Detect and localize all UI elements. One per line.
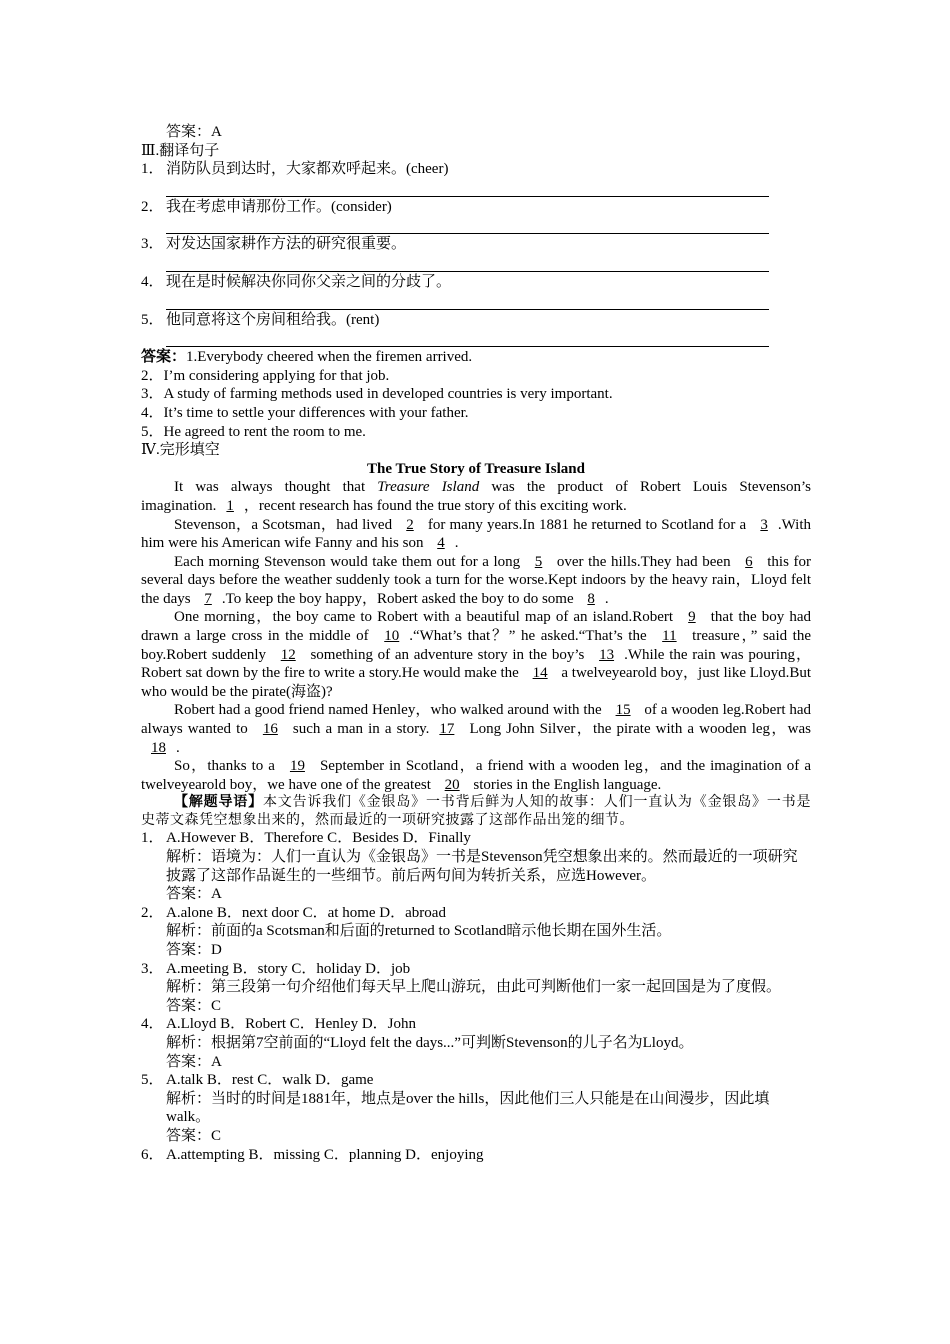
question-options: A.alone B．next door C．at home D．abroad <box>166 904 446 921</box>
blank[interactable]: 17 <box>439 721 455 738</box>
question-answer: 答案：D <box>166 941 222 958</box>
passage-paragraph: So，thanks to a 19 September in Scotland，a friend with a wooden leg，and the imagination of a twelveyearold boy，we have one of the greatest 20 stories in the English language. <box>141 758 811 793</box>
answer-line[interactable] <box>166 254 769 272</box>
question-options: A.However B．Therefore C．Besides D．Finally <box>166 830 471 847</box>
question-item: 1． A.However B．Therefore C．Besides D．Finally 解析：语境为：人们一直认为《金银岛》一书是Stevenson凭空想象出来的。然而最近的一项研究披露了这部作品诞生的一些细节。前后两句间为转折关系，应选However。 答案：A <box>141 829 811 903</box>
section-3-heading: Ⅲ.翻译句子 <box>141 142 220 159</box>
blank[interactable]: 7 <box>204 590 212 607</box>
blank[interactable]: 1 <box>226 497 234 514</box>
blank[interactable]: 18 <box>151 739 166 756</box>
passage-title: The True Story of Treasure Island <box>367 460 585 477</box>
blank[interactable]: 6 <box>745 553 753 570</box>
blank[interactable]: 16 <box>262 721 278 738</box>
question-answer: 答案：C <box>166 997 222 1014</box>
blank[interactable]: 10 <box>384 628 400 645</box>
question-answer: 答案：A <box>166 886 222 903</box>
question-answer: 答案：A <box>166 1053 222 1070</box>
question-item: 4． A.Lloyd B．Robert C．Henley D．John 解析：根据第7空前面的“Lloyd felt the days...”可判断Stevenson的儿子名为Lloyd。 答案：A <box>141 1015 811 1071</box>
translation-answer: 5．He agreed to rent the room to me. <box>141 423 366 440</box>
blank[interactable]: 2 <box>406 516 414 533</box>
blank[interactable]: 4 <box>437 535 445 552</box>
blank[interactable]: 20 <box>444 776 460 793</box>
analysis: 解析：第三段第一句介绍他们每天早上爬山游玩，由此可判断他们一家一起回国是为了度假。 <box>166 979 782 996</box>
section-4-heading: Ⅳ.完形填空 <box>141 442 220 459</box>
passage-paragraph: Robert had a good friend named Henley，who walked around with the 15 of a wooden leg.Robert had always wanted to 16 such a man in a story. 17 Long John Silver，the pirate with a wooden leg，was 18 . <box>141 702 811 756</box>
answer-line[interactable] <box>166 216 769 234</box>
question-options: A.attempting B．missing C．planning D．enjoying <box>166 1146 484 1163</box>
blank[interactable]: 13 <box>599 646 615 663</box>
translation-answer: 4．It’s time to settle your differences with your father. <box>141 404 469 421</box>
passage-paragraph: One morning，the boy came to Robert with a beautiful map of an island.Robert 9 that the boy had drawn a large cross in the middle of 10 .“What’s that？” he asked.“That’s the 11 treasure，” said the boy.Robert suddenly 12 something of an adventure story in the boy’s 13 .While the rain was pouring，Robert sat down by the fire to write a story.He would make the 14 a twelveyearold boy，just like Lloyd.But who would be the pirate(海盗)? <box>141 609 811 700</box>
passage-paragraph: Each morning Stevenson would take them out for a long 5 over the hills.They had been 6 this for several days before the weather suddenly took a turn for the worse.Kept indoors by the heavy rain，Lloyd felt the days 7 .To keep the boy happy，Robert asked the boy to do some 8 . <box>141 553 811 607</box>
blank[interactable]: 19 <box>289 758 305 775</box>
question-options: A.Lloyd B．Robert C．Henley D．John <box>166 1016 416 1033</box>
answer-line[interactable] <box>166 329 769 347</box>
blank[interactable]: 9 <box>688 609 696 626</box>
question-item: 3． A.meeting B．story C．holiday D．job 解析：第三段第一句介绍他们每天早上爬山游玩，由此可判断他们一家一起回国是为了度假。 答案：C <box>141 960 811 1016</box>
prev-answer: 答案：A <box>166 124 222 140</box>
analysis: 解析：当时的时间是1881年，地点是over the hills，因此他们三人只能是在山间漫步，因此填walk。 <box>166 1090 770 1126</box>
analysis: 解析：根据第7空前面的“Lloyd felt the days...”可判断Stevenson的儿子名为Lloyd。 <box>166 1034 694 1051</box>
question-options: A.talk B．rest C．walk D．game <box>166 1072 374 1089</box>
blank[interactable]: 3 <box>760 516 768 533</box>
document-page <box>141 123 811 1164</box>
question-item: 6． A.attempting B．missing C．planning D．enjoying <box>141 1146 811 1165</box>
passage-paragraph: It was always thought that Treasure Island was the product of Robert Louis Stevenson’s imagination. 1 ，recent research has found the true story of this exciting work. <box>141 479 811 514</box>
answer-line[interactable] <box>166 179 769 197</box>
blank[interactable]: 14 <box>532 665 548 682</box>
translation-item: 1． 消防队员到达时，大家都欢呼起来。(cheer) <box>141 161 449 178</box>
question-answer: 答案：C <box>166 1127 222 1144</box>
blank[interactable]: 11 <box>662 628 677 645</box>
translation-answer: 答案：1.Everybody cheered when the firemen arrived. <box>141 349 473 366</box>
translation-item: 4． 现在是时候解决你同你父亲之间的分歧了。 <box>141 273 452 290</box>
blank[interactable]: 5 <box>534 553 543 570</box>
analysis: 解析：前面的a Scotsman和后面的returned to Scotland暗示他长期在国外生活。 <box>166 923 672 940</box>
answer-line[interactable] <box>166 292 769 310</box>
translation-item: 3． 对发达国家耕作方法的研究很重要。 <box>141 236 407 253</box>
translation-item: 5． 他同意将这个房间租给我。(rent) <box>141 311 380 328</box>
analysis: 解析：语境为：人们一直认为《金银岛》一书是Stevenson凭空想象出来的。然而最近的一项研究披露了这部作品诞生的一些细节。前后两句间为转折关系，应选However。 <box>166 849 798 884</box>
passage-paragraph: Stevenson，a Scotsman，had lived 2 for many years.In 1881 he returned to Scotland for a 3 .With him were his American wife Fanny and his son 4 . <box>141 516 811 552</box>
translation-answer: 3．A study of farming methods used in developed countries is very important. <box>141 386 613 403</box>
blank[interactable]: 15 <box>615 702 631 719</box>
blank[interactable]: 12 <box>280 646 296 663</box>
translation-item: 2． 我在考虑申请那份工作。(consider) <box>141 198 392 215</box>
translation-answer: 2．I’m considering applying for that job. <box>141 367 390 384</box>
question-options: A.meeting B．story C．holiday D．job <box>166 960 411 977</box>
question-item: 2． A.alone B．next door C．at home D．abroad 解析：前面的a Scotsman和后面的returned to Scotland暗示他长期在国外生活。 答案：D <box>141 904 811 960</box>
blank[interactable]: 8 <box>587 590 595 607</box>
guide-paragraph: 【解题导语】本文告诉我们《金银岛》一书背后鲜为人知的故事：人们一直认为《金银岛》一书是史蒂文森凭空想象出来的，然而最近的一项研究披露了这部作品出笼的细节。 <box>141 795 812 828</box>
question-item: 5． A.talk B．rest C．walk D．game 解析：当时的时间是1881年，地点是over the hills，因此他们三人只能是在山间漫步，因此填walk。 答案：C <box>141 1071 811 1145</box>
